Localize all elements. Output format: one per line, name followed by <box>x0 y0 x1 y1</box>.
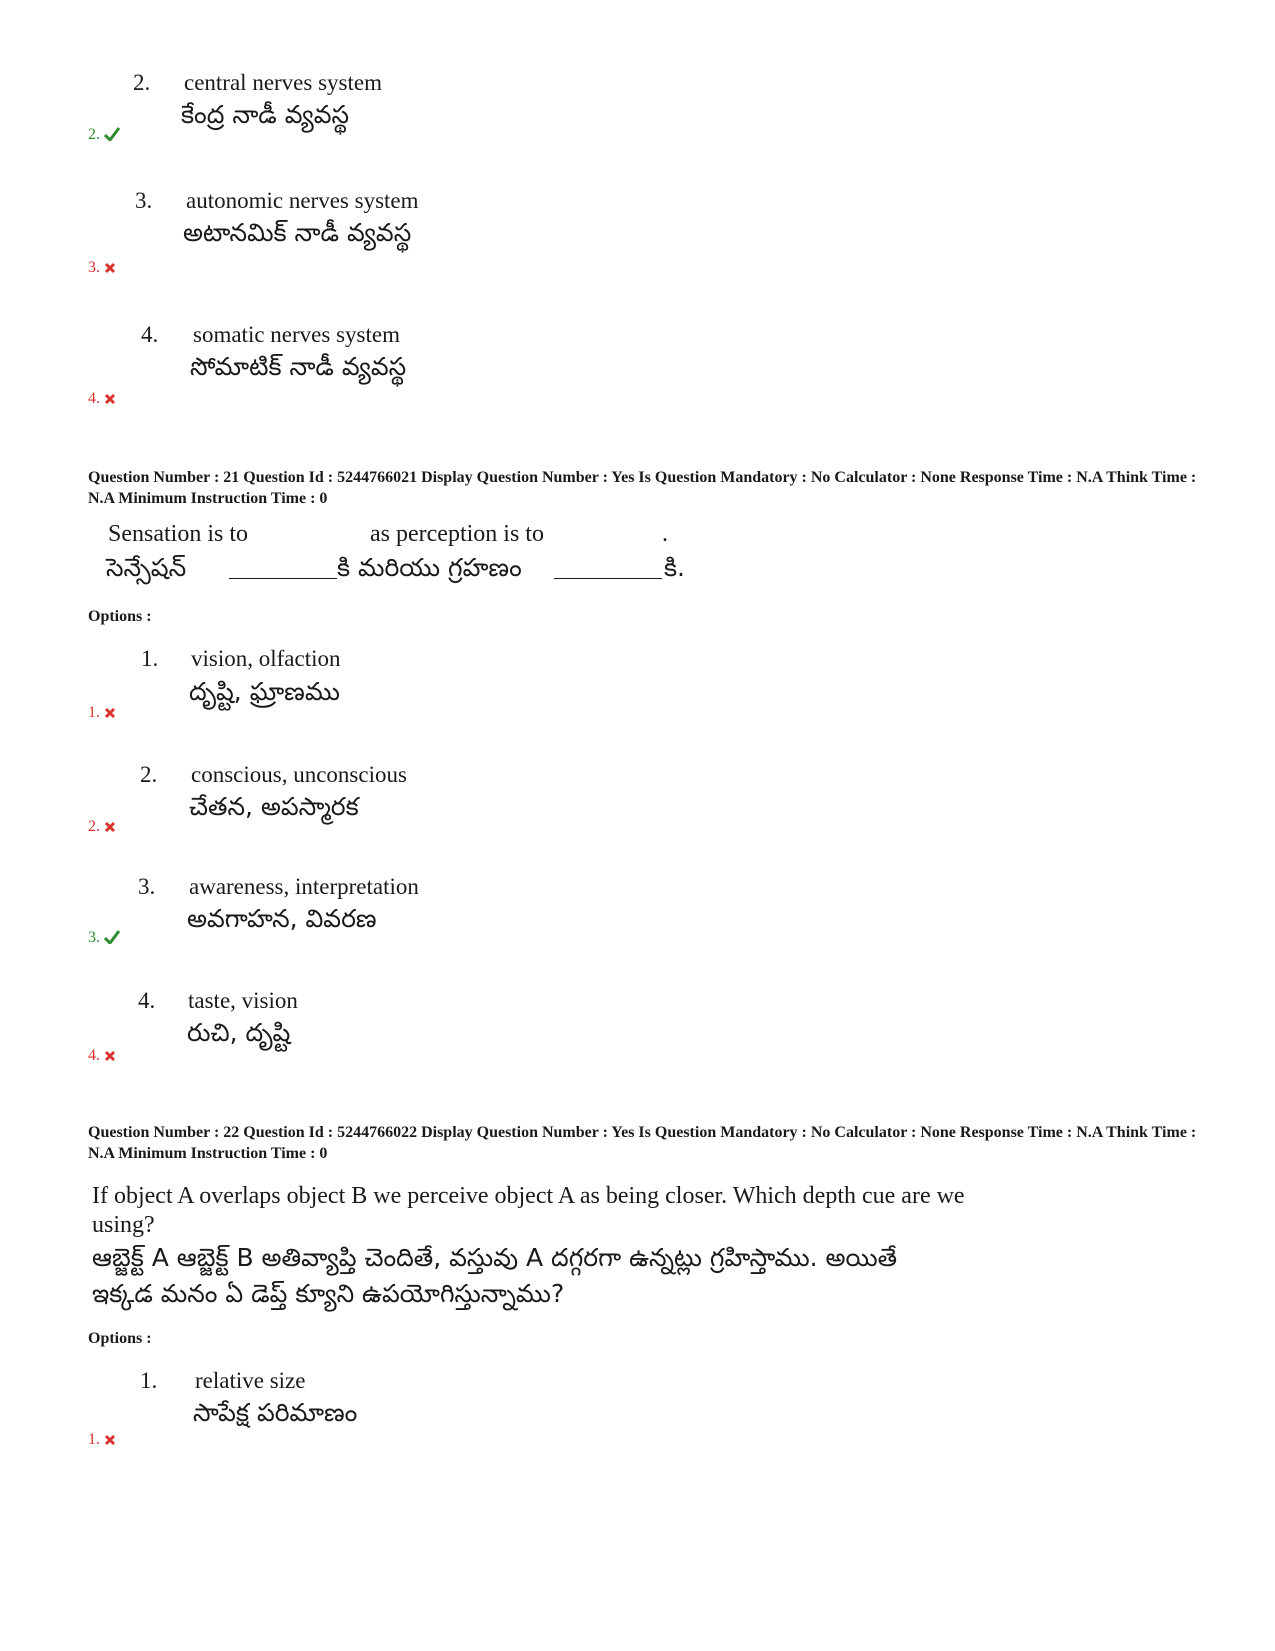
question-text-english-part1: Sensation is to <box>108 521 249 547</box>
question-text-telugu-part2: కి మరియు గ్రహణం <box>337 553 522 582</box>
options-label: Options : <box>88 608 152 625</box>
option-text-english: taste, vision <box>188 988 298 1013</box>
option-text-telugu: దృష్టి, ఘ్రాణము <box>189 677 340 706</box>
option-number: 3. <box>135 188 153 213</box>
option-text-telugu: అవగాహన, వివరణ <box>187 904 377 933</box>
option-number: 4. <box>138 988 156 1013</box>
options-label: Options : <box>88 1330 152 1347</box>
question-meta: Question Number : 21 Question Id : 5244766021 Display Question Number : Yes Is Question Mandatory : No Calculator : None Response Time : N.A Think Time : N.A Minimum Instruction Time : 0 <box>88 469 1197 507</box>
cross-icon <box>104 1434 116 1446</box>
option-text-english: autonomic nerves system <box>186 188 419 213</box>
question-text-telugu-line2: ఇక్కడ మనం ఏ డెప్త్ క్యూని ఉపయోగిస్తున్నాము? <box>92 1279 565 1308</box>
answer-blank <box>554 558 662 579</box>
question-text-english-line1: If object A overlaps object B we perceive object A as being closer. Which depth cue are we <box>92 1183 965 1209</box>
option-number: 3. <box>138 874 156 899</box>
question-text-telugu-part1: సెన్సేషన్ <box>106 553 187 582</box>
option-text-telugu: రుచి, దృష్టి <box>187 1018 291 1047</box>
option-number: 1. <box>141 646 159 671</box>
cross-icon <box>104 707 116 719</box>
answer-mark-wrong: 1. <box>88 1431 116 1449</box>
answer-mark-correct: 3. <box>88 929 120 947</box>
answer-mark-wrong: 2. <box>88 818 116 836</box>
cross-icon <box>104 821 116 833</box>
cross-icon <box>104 1050 116 1062</box>
question-text-english-end: . <box>662 521 668 547</box>
option-number: 1. <box>140 1368 158 1393</box>
cross-icon <box>104 262 116 274</box>
option-text-telugu: అటానమిక్ నాడీ వ్యవస్థ <box>183 218 412 247</box>
option-text-english: relative size <box>195 1368 306 1393</box>
answer-mark-wrong: 4. <box>88 390 116 408</box>
question-text-telugu-line1: ఆబ్జెక్ట్ A ఆబ్జెక్ట్ B అతివ్యాప్తి చెందితే, వస్తువు A దగ్గరగా ఉన్నట్లు గ్రహిస్తాము. అయితే <box>92 1243 898 1272</box>
check-icon <box>104 127 120 141</box>
option-text-english: central nerves system <box>184 70 382 95</box>
answer-mark-correct: 2. <box>88 126 120 144</box>
option-text-telugu: కేంద్ర నాడీ వ్యవస్థ <box>181 100 350 129</box>
option-text-english: awareness, interpretation <box>189 874 419 899</box>
option-number: 4. <box>141 322 159 347</box>
question-text-english-part2: as perception is to <box>370 521 544 547</box>
option-text-english: vision, olfaction <box>191 646 341 671</box>
option-number: 2. <box>140 762 158 787</box>
check-icon <box>104 930 120 944</box>
question-meta: Question Number : 22 Question Id : 5244766022 Display Question Number : Yes Is Question Mandatory : No Calculator : None Response Time : N.A Think Time : N.A Minimum Instruction Time : 0 <box>88 1124 1197 1162</box>
answer-mark-wrong: 1. <box>88 704 116 722</box>
cross-icon <box>104 393 116 405</box>
option-text-telugu: చేతన, అపస్మారక <box>189 792 359 821</box>
option-text-english: somatic nerves system <box>193 322 400 347</box>
answer-mark-wrong: 4. <box>88 1047 116 1065</box>
question-text-english-line2: using? <box>92 1212 155 1238</box>
option-text-english: conscious, unconscious <box>191 762 407 787</box>
option-number: 2. <box>133 70 151 95</box>
answer-mark-wrong: 3. <box>88 259 116 277</box>
option-text-telugu: సాపేక్ష పరిమాణం <box>193 1398 358 1427</box>
option-text-telugu: సోమాటిక్ నాడీ వ్యవస్థ <box>190 352 407 381</box>
answer-blank <box>229 558 337 579</box>
question-text-telugu-end: కి. <box>664 553 685 582</box>
